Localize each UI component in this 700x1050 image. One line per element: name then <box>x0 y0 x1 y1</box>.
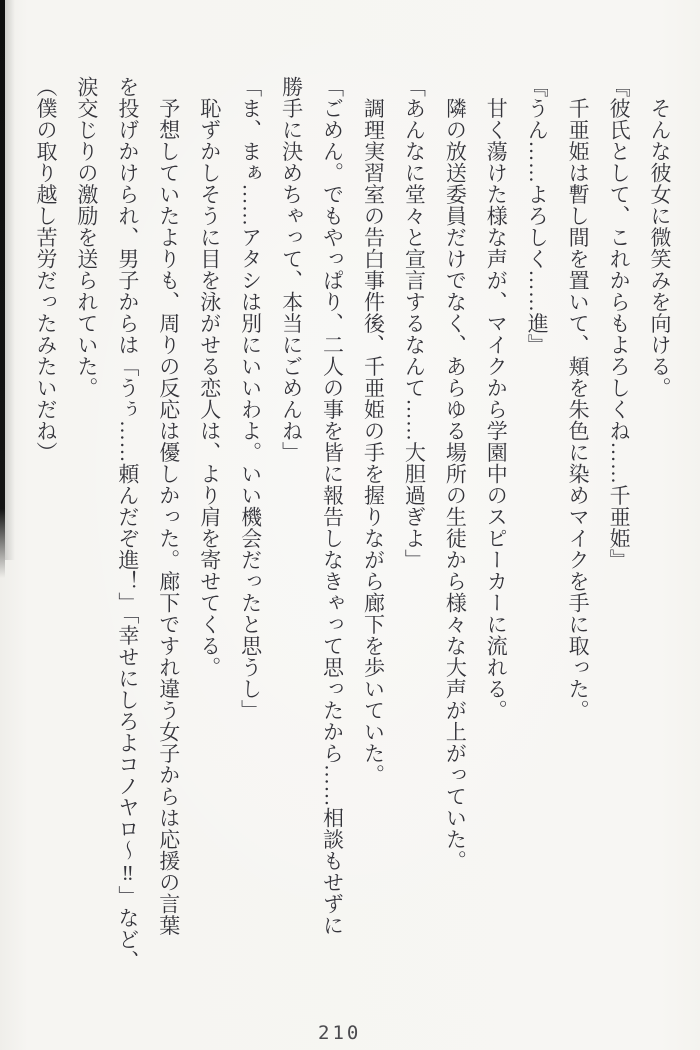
vertical-text-block <box>25 76 680 996</box>
text-column-10: 勝手に決めちゃって、本当にごめんね」 <box>279 76 304 463</box>
text-column-04: 『うん……よろしく……進』 <box>525 76 550 356</box>
text-column-12: 恥ずかしそうに目を泳がせる恋人は、より肩を寄せてくる。 <box>197 76 222 678</box>
text-column-16: （僕の取り越し苦労だったみたいだね） <box>33 76 58 463</box>
text-column-06: 隣の放送委員だけでなく、あらゆる場所の生徒から様々な大声が上がっていた。 <box>443 76 468 872</box>
scan-edge-shadow <box>5 0 15 560</box>
text-column-11: 「ま、まぁ……アタシは別にいいわよ。いい機会だったと思うし」 <box>238 76 263 721</box>
text-column-08: 調理実習室の告白事件後、千亜姫の手を握りながら廊下を歩いていた。 <box>361 76 386 786</box>
text-column-07: 「あんなに堂々と宣言するなんて……大胆過ぎよ」 <box>402 76 427 571</box>
page-number: 210 <box>318 1022 362 1044</box>
text-column-03: 千亜姫は暫し間を置いて、頬を朱色に染めマイクを手に取った。 <box>566 76 591 721</box>
text-column-05: 甘く蕩けた様な声が、マイクから学園中のスピーカーに流れる。 <box>484 76 509 721</box>
text-column-02: 『彼氏として、これからもよろしくね……千亜姫』 <box>607 76 632 571</box>
text-column-14: を投げかけられ、男子からは「うぅ……頼んだぞ進！」「幸せにしろよコノヤロ～‼」など、 <box>115 76 140 972</box>
text-column-13: 予想していたよりも、周りの反応は優しかった。廊下ですれ違う女子からは応援の言葉 <box>156 76 181 936</box>
text-column-01: そんな彼女に微笑みを向ける。 <box>648 76 672 399</box>
text-column-15: 涙交じりの激励を送られていた。 <box>74 76 99 399</box>
text-column-09: 「ごめん。でもやっぱり、二人の事を皆に報告しなきゃって思ったから……相談もせずに <box>320 76 345 936</box>
